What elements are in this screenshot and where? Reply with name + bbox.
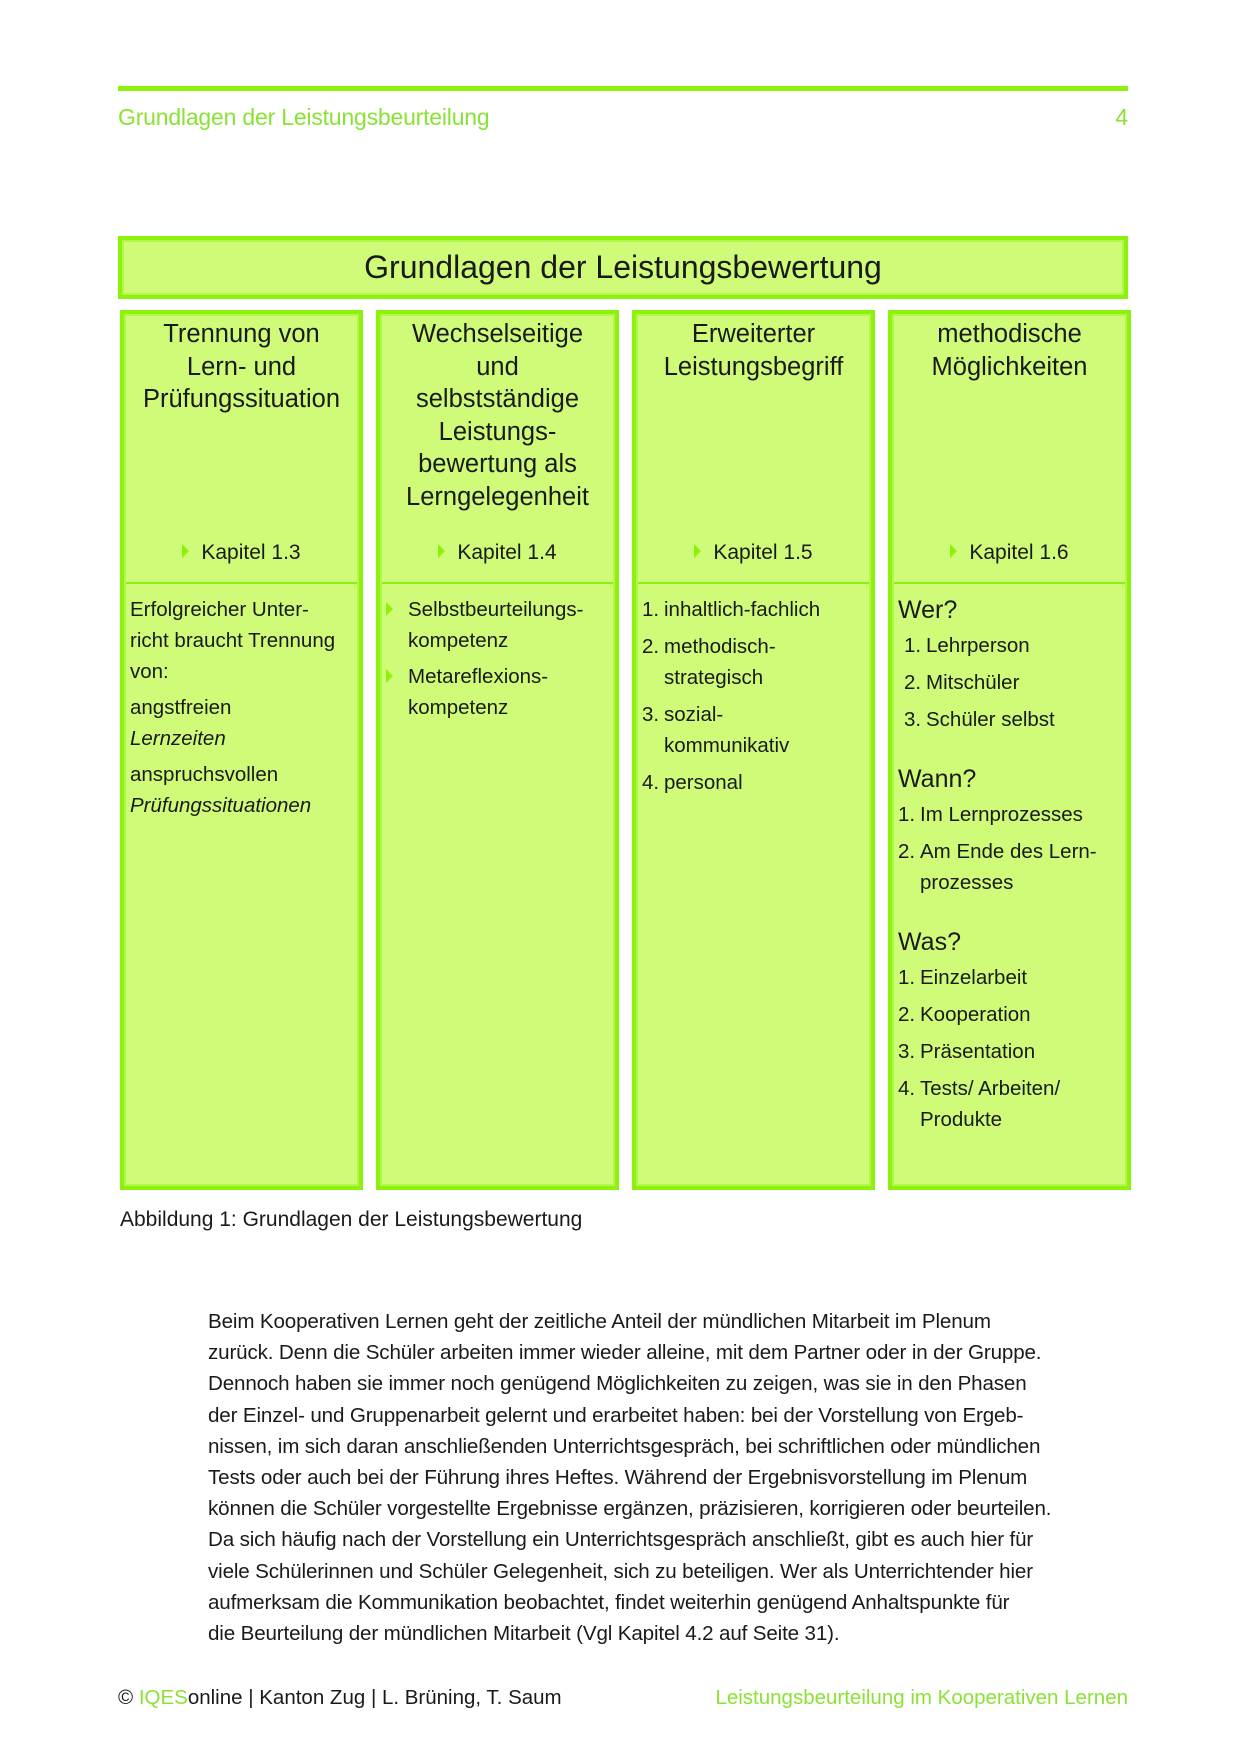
item-line: personal <box>664 771 743 794</box>
paragraph-line: Tests oder auch bei der Führung ihres Heftes. Während der Ergebnisvorstellung im Plenum <box>208 1466 1028 1490</box>
item-line: Schüler selbst <box>926 708 1055 731</box>
heading-line: methodische <box>937 320 1082 348</box>
item-line: Im Lernprozesses <box>920 803 1083 826</box>
numbered-item <box>898 630 1123 661</box>
column-methodische <box>888 310 1131 1190</box>
numbered-item <box>898 836 1123 898</box>
item-line: Am Ende des Lern- <box>920 840 1097 863</box>
copyright-symbol: © <box>118 1686 134 1709</box>
item-number: 1. <box>642 598 660 621</box>
chapter-link[interactable] <box>124 537 359 570</box>
column-divider <box>892 582 1127 584</box>
numbered-item <box>898 704 1123 735</box>
paragraph-line: viele Schülerinnen und Schüler Gelegenheit, sich zu beteiligen. Wer als Unterrichtender hier <box>208 1559 1033 1583</box>
numbered-item <box>898 1036 1123 1067</box>
bullet-item <box>386 594 611 656</box>
item-line: Einzelarbeit <box>920 966 1028 989</box>
item-line: Tests/ Arbeiten/ <box>920 1077 1061 1100</box>
heading-line: Trennung von <box>163 320 320 348</box>
item-line: sozial- <box>664 703 724 726</box>
figure-caption: Abbildung 1: Grundlagen der Leistungsbewertung <box>120 1208 583 1231</box>
heading-line: Leistungsbegriff <box>663 352 844 381</box>
heading-line: Lern- und <box>186 352 297 381</box>
column-heading <box>124 314 359 582</box>
body-line-italic: Lernzeiten <box>130 727 226 750</box>
item-line: Präsentation <box>920 1040 1036 1063</box>
heading-line: selbstständige <box>415 385 580 413</box>
paragraph-line: die Beurteilung der mündlichen Mitarbeit (Vgl Kapitel 4.2 auf Seite 31). <box>208 1622 840 1646</box>
chapter-link[interactable] <box>380 537 615 570</box>
body-line: angstfreien <box>130 696 232 719</box>
item-number: 4. <box>898 1077 916 1100</box>
numbered-item <box>898 999 1123 1030</box>
paragraph-line: nissen, im sich daran anschließenden Unterrichtsgespräch, bei schriftlichen oder mündlichen <box>208 1434 1041 1458</box>
item-line: Produkte <box>920 1108 1003 1131</box>
header-rule <box>118 86 1128 91</box>
triangle-right-icon <box>386 602 393 616</box>
heading-line: Wechselseitige <box>411 320 584 348</box>
question-heading: Wer? <box>898 596 958 624</box>
paragraph-line: der Einzel- und Gruppenarbeit gelernt und erarbeitet haben: bei der Vorstellung von Ergeb- <box>208 1403 1024 1427</box>
numbered-item <box>898 962 1123 993</box>
chapter-label: Kapitel 1.3 <box>201 541 301 564</box>
item-line: prozesses <box>920 871 1014 894</box>
numbered-item <box>898 1073 1123 1135</box>
figure-title: Grundlagen der Leistungsbewertung <box>364 249 882 285</box>
chapter-link[interactable] <box>892 537 1127 570</box>
heading-line: Möglichkeiten <box>931 352 1088 381</box>
numbered-item <box>642 631 867 693</box>
brand-iqes: IQES <box>138 1686 188 1709</box>
column-body <box>130 594 355 826</box>
heading-line: Erweiterter <box>691 320 816 348</box>
column-body <box>642 594 867 804</box>
body-line: richt braucht Trennung <box>130 629 336 652</box>
triangle-right-icon <box>182 544 189 558</box>
column-heading <box>892 314 1127 582</box>
column-heading <box>636 314 871 582</box>
item-number: 2. <box>898 840 916 863</box>
column-divider <box>636 582 871 584</box>
chapter-label: Kapitel 1.6 <box>969 541 1069 564</box>
column-body <box>386 594 611 728</box>
item-number: 3. <box>642 703 660 726</box>
bullet-line: Metareflexions- <box>408 665 549 688</box>
column-divider <box>124 582 359 584</box>
footer-authors: | Kanton Zug | L. Brüning, T. Saum <box>248 1686 562 1709</box>
paragraph-line: können die Schüler vorgestellte Ergebnisse ergänzen, präzisieren, korrigieren oder beurteilen. <box>208 1497 1052 1521</box>
footer-credits <box>118 1686 562 1710</box>
item-number: 2. <box>898 1003 916 1026</box>
column-erweiterter <box>632 310 875 1190</box>
numbered-item <box>642 767 867 798</box>
item-number: 1. <box>904 634 922 657</box>
page-number: 4 <box>1115 104 1128 130</box>
body-line: von: <box>130 660 169 683</box>
bullet-item <box>386 661 611 723</box>
item-line: methodisch- <box>664 635 776 658</box>
bullet-line: kompetenz <box>408 629 509 652</box>
running-header-title: Grundlagen der Leistungsbeurteilung <box>118 104 490 130</box>
body-line: anspruchsvollen <box>130 763 279 786</box>
item-line: inhaltlich-fachlich <box>664 598 821 621</box>
brand-online: online <box>187 1686 243 1709</box>
chapter-label: Kapitel 1.5 <box>713 541 813 564</box>
body-paragraph <box>208 1306 1128 1649</box>
item-line: Mitschüler <box>926 671 1020 694</box>
body-line-italic: Prüfungssituationen <box>130 794 312 817</box>
numbered-item <box>642 594 867 625</box>
paragraph-line: zurück. Denn die Schüler arbeiten immer wieder alleine, mit dem Partner oder in der Gruppe. <box>208 1341 1042 1365</box>
paragraph-line: Dennoch haben sie immer noch genügend Möglichkeiten zu zeigen, was sie in den Phasen <box>208 1372 1027 1396</box>
triangle-right-icon <box>950 544 957 558</box>
bullet-line: Selbstbeurteilungs- <box>408 598 584 621</box>
triangle-right-icon <box>694 544 701 558</box>
item-line: strategisch <box>664 666 764 689</box>
numbered-item <box>642 699 867 761</box>
triangle-right-icon <box>438 544 445 558</box>
paragraph-line: aufmerksam die Kommunikation beobachtet, findet weiterhin genügend Anhaltspunkte für <box>208 1590 1010 1614</box>
bullet-line: kompetenz <box>408 696 509 719</box>
column-body <box>898 594 1123 1141</box>
heading-line: und <box>476 352 519 381</box>
chapter-link[interactable] <box>636 537 871 570</box>
column-divider <box>380 582 615 584</box>
figure-title-box <box>118 236 1128 299</box>
paragraph-line: Da sich häufig nach der Vorstellung ein Unterrichtsgespräch anschließt, gibt es auch hier für <box>208 1528 1034 1552</box>
item-number: 1. <box>898 803 916 826</box>
body-line: Erfolgreicher Unter- <box>130 598 309 621</box>
item-line: Kooperation <box>920 1003 1031 1026</box>
heading-line: Leistungs- <box>438 417 557 446</box>
heading-line: Prüfungssituation <box>142 385 341 413</box>
heading-line: bewertung als <box>418 450 577 478</box>
question-heading: Wann? <box>898 765 977 793</box>
numbered-item <box>898 667 1123 698</box>
item-number: 3. <box>898 1040 916 1063</box>
running-header <box>118 104 1128 134</box>
column-trennung <box>120 310 363 1190</box>
item-number: 4. <box>642 771 660 794</box>
paragraph-line: Beim Kooperativen Lernen geht der zeitliche Anteil der mündlichen Mitarbeit im Plenum <box>208 1310 991 1333</box>
heading-line: Lerngelegenheit <box>406 482 589 511</box>
triangle-right-icon <box>386 669 393 683</box>
item-number: 2. <box>904 671 922 694</box>
chapter-label: Kapitel 1.4 <box>457 541 557 564</box>
item-number: 3. <box>904 708 922 731</box>
column-heading <box>380 314 615 582</box>
question-heading: Was? <box>898 928 961 956</box>
footer-doc-title: Leistungsbeurteilung im Kooperativen Lernen <box>715 1686 1128 1709</box>
item-number: 1. <box>898 966 916 989</box>
item-number: 2. <box>642 635 660 658</box>
item-line: Lehrperson <box>926 634 1030 657</box>
item-line: kommunikativ <box>664 734 790 757</box>
column-wechselseitige <box>376 310 619 1190</box>
numbered-item <box>898 799 1123 830</box>
